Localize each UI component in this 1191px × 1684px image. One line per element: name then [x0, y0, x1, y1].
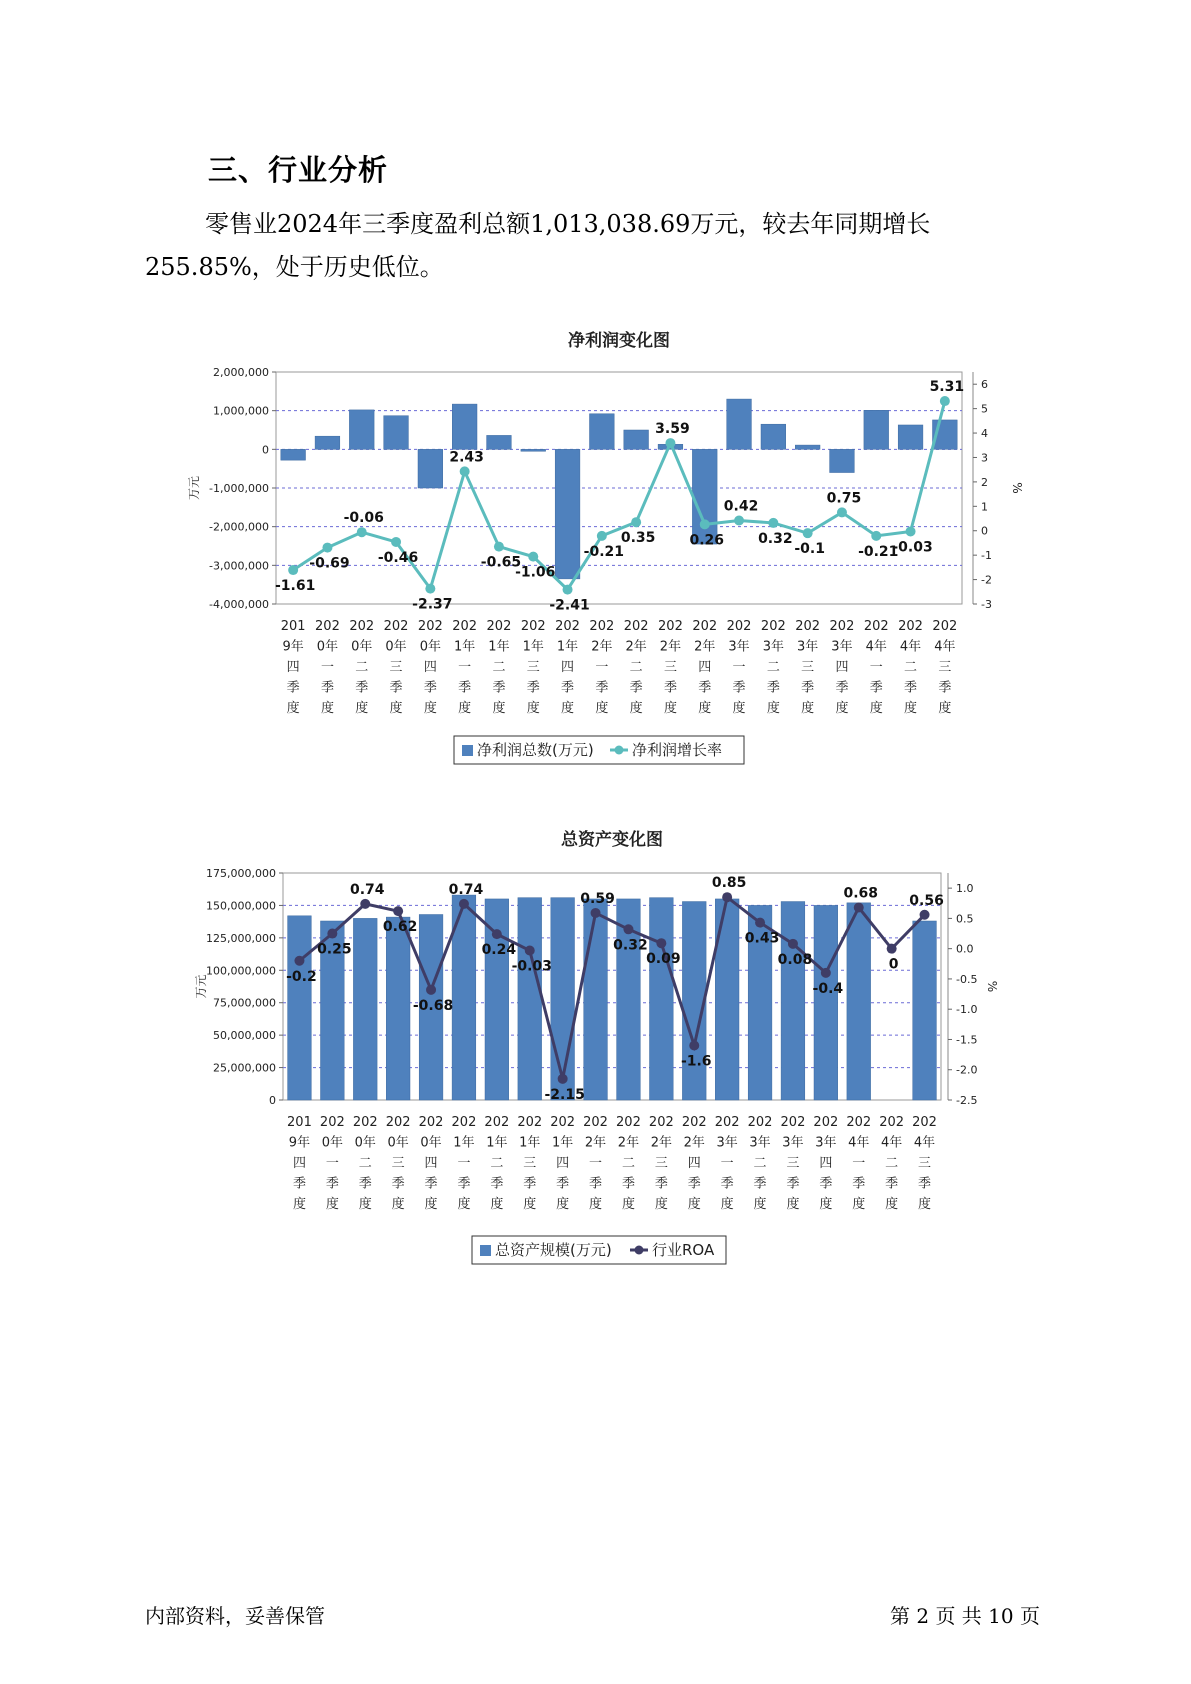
legend-line-marker	[635, 1246, 644, 1255]
data-label: -0.68	[412, 997, 454, 1014]
y-tick-label: 1,000,000	[213, 404, 269, 418]
y-tick-label: 150,000,000	[206, 899, 276, 913]
y2-tick-label: -2	[981, 573, 992, 587]
x-tick-label: 202 2年四季度	[681, 1115, 707, 1212]
x-tick-label: 202 1年二季度	[484, 1115, 510, 1212]
bar	[485, 899, 509, 1100]
x-tick-label: 202 0年二季度	[349, 619, 375, 716]
y-tick-label: 25,000,000	[213, 1061, 276, 1075]
data-label: -1.06	[515, 564, 556, 581]
y2-tick-label: 1.0	[956, 882, 974, 896]
y-axis-title: 万元	[187, 475, 201, 501]
y-tick-label: 0	[262, 443, 269, 457]
y2-tick-label: -1.0	[956, 1003, 978, 1017]
x-tick-label: 202 0年一季度	[319, 1115, 345, 1212]
x-tick-label: 202 2年二季度	[616, 1115, 641, 1212]
line-point	[689, 1041, 699, 1051]
y-tick-label: 2,000,000	[213, 366, 269, 379]
line-point	[591, 908, 601, 918]
legend-line-label: 净利润增长率	[632, 741, 723, 759]
data-label: 0.24	[481, 942, 517, 959]
y-tick-label: 50,000,000	[213, 1029, 276, 1043]
data-label: 0.62	[382, 919, 418, 936]
data-label: -2.15	[544, 1086, 585, 1103]
bar	[518, 898, 542, 1100]
bar	[847, 903, 871, 1100]
x-tick-label: 202 1年二季度	[486, 619, 512, 716]
data-label: -1.61	[274, 578, 316, 595]
data-label: -0.03	[511, 958, 552, 975]
y2-tick-label: 5	[981, 402, 988, 416]
data-label: -0.2	[286, 968, 317, 985]
y2-tick-label: 0	[981, 524, 988, 538]
x-tick-label: 202 3年四季度	[813, 1115, 839, 1212]
x-tick-label: 202 3年一季度	[726, 619, 752, 716]
footer-confidential: 内部资料，妥善保管	[145, 1604, 325, 1628]
x-tick-label: 201 9年四季度	[287, 1115, 312, 1212]
x-tick-label: 202 1年一季度	[452, 619, 478, 716]
x-tick-label: 202 4年三季度	[932, 619, 958, 716]
line-point	[459, 899, 469, 909]
line-point	[755, 918, 765, 928]
line-point	[558, 1074, 568, 1084]
data-label: -0.1	[794, 541, 825, 558]
x-tick-label: 202 4年二季度	[898, 619, 923, 716]
x-tick-label: 202 3年二季度	[747, 1115, 773, 1212]
bar	[288, 916, 312, 1100]
bar	[551, 898, 575, 1100]
data-label: -2.41	[549, 597, 590, 614]
line-point	[327, 929, 337, 939]
data-label: 0.26	[689, 532, 725, 549]
y2-tick-label: -1	[981, 549, 992, 563]
y-tick-label: 125,000,000	[206, 931, 276, 945]
x-tick-label: 202 4年三季度	[912, 1115, 937, 1212]
data-label: 3.59	[655, 421, 690, 438]
y-tick-label: 175,000,000	[206, 867, 276, 880]
data-label: 0.59	[580, 890, 615, 907]
data-label: 0.09	[646, 951, 681, 968]
bar	[682, 902, 706, 1100]
y-axis-title: 万元	[194, 974, 208, 999]
data-label: 0.56	[909, 892, 944, 909]
x-tick-label: 202 0年一季度	[315, 619, 340, 716]
x-tick-label: 202 4年一季度	[846, 1115, 872, 1212]
data-label: -0.46	[377, 549, 419, 566]
y-tick-label: -3,000,000	[209, 559, 269, 573]
y2-tick-label: 0.0	[956, 942, 974, 956]
x-tick-label: 202 3年一季度	[714, 1115, 740, 1212]
legend-bar-label: 总资产规模(万元)	[495, 1241, 612, 1259]
bar	[781, 902, 805, 1100]
footer-page-number: 第 2 页 共 10 页	[890, 1604, 1040, 1628]
data-label: 2.43	[449, 449, 484, 466]
x-tick-label: 202 2年三季度	[658, 619, 683, 716]
bar	[353, 918, 377, 1100]
y-tick-label: 100,000,000	[206, 964, 276, 978]
x-tick-label: 202 2年一季度	[583, 1115, 608, 1212]
x-tick-label: 202 1年四季度	[550, 1115, 576, 1212]
line-point	[854, 903, 864, 913]
x-tick-label: 202 4年一季度	[863, 619, 889, 716]
bar	[584, 899, 608, 1100]
data-label: 0.74	[448, 881, 484, 898]
y2-tick-label: 3	[981, 451, 988, 465]
data-label: -0.21	[858, 543, 899, 560]
bar	[386, 917, 410, 1100]
data-label: 0.85	[711, 875, 747, 892]
data-label: -0.65	[480, 554, 522, 571]
y2-tick-label: 4	[981, 427, 988, 441]
bar	[650, 898, 674, 1100]
y-tick-label: -2,000,000	[209, 520, 269, 534]
y2-tick-label: -2.0	[956, 1063, 978, 1077]
x-tick-label: 202 3年二季度	[760, 619, 786, 716]
data-label: 0.25	[317, 941, 352, 958]
data-label: 0.74	[349, 881, 385, 898]
x-tick-label: 202 3年三季度	[795, 619, 821, 716]
line-point	[788, 939, 798, 949]
x-tick-label: 202 2年一季度	[589, 619, 615, 716]
data-label: 0.35	[620, 530, 656, 547]
data-label: -0.4	[812, 980, 844, 997]
bar	[814, 905, 838, 1100]
x-tick-label: 202 1年四季度	[555, 619, 580, 716]
y-tick-label: 75,000,000	[213, 996, 276, 1010]
data-label: -2.37	[412, 596, 453, 613]
line-point	[623, 924, 633, 934]
line-point	[920, 910, 930, 920]
data-label: 0.08	[777, 951, 813, 968]
x-tick-label: 202 1年一季度	[451, 1115, 477, 1212]
line-point	[887, 944, 897, 954]
line-point	[393, 906, 403, 916]
x-tick-label: 202 1年三季度	[517, 1115, 543, 1212]
y2-tick-label: -3	[981, 598, 992, 611]
x-tick-label: 202 0年四季度	[417, 619, 443, 716]
data-label: -0.21	[583, 543, 625, 560]
y2-tick-label: 1	[981, 500, 988, 514]
y2-axis-title: %	[985, 980, 999, 993]
data-label: 0.32	[758, 530, 793, 547]
data-label: 0.42	[723, 498, 759, 515]
x-tick-label: 202 2年三季度	[648, 1115, 674, 1212]
x-tick-label: 202 4年二季度	[879, 1115, 905, 1212]
y2-tick-label: -0.5	[956, 972, 978, 986]
legend-bar-swatch	[480, 1245, 491, 1256]
x-tick-label: 202 2年二季度	[623, 619, 649, 716]
chart-title: 总资产变化图	[561, 830, 663, 850]
data-label: -0.03	[892, 539, 933, 556]
line-point	[722, 892, 732, 902]
y-tick-label: -4,000,000	[209, 598, 269, 611]
analysis-paragraph: 零售业2024年三季度盈利总额1,013,038.69万元，较去年同期增长255.85%，处于历史低位。	[145, 210, 931, 281]
data-label: 0.68	[843, 885, 879, 902]
legend-line-label: 行业ROA	[652, 1241, 715, 1259]
y2-tick-label: 2	[981, 475, 988, 489]
x-tick-label: 202 0年四季度	[418, 1115, 444, 1212]
line-point	[656, 938, 666, 948]
bar	[913, 921, 937, 1100]
line-point	[360, 899, 370, 909]
section-heading: 三、行业分析	[208, 153, 389, 187]
data-label: -0.06	[343, 510, 384, 527]
y-tick-label: -1,000,000	[209, 482, 269, 495]
data-label: -1.6	[680, 1053, 712, 1070]
line-point	[426, 985, 436, 995]
line-point	[525, 945, 535, 955]
y2-tick-label: 0.5	[956, 912, 974, 926]
x-tick-label: 202 2年四季度	[692, 619, 718, 716]
y2-axis-title: %	[1010, 482, 1024, 494]
x-tick-label: 202 0年三季度	[383, 619, 409, 716]
x-tick-label: 201 9年四季度	[280, 619, 306, 716]
y2-tick-label: -1.5	[956, 1033, 978, 1047]
line-point	[492, 929, 502, 939]
data-label: 0.32	[613, 937, 648, 954]
x-tick-label: 202 0年二季度	[352, 1115, 378, 1212]
x-tick-label: 202 3年三季度	[780, 1115, 806, 1212]
data-label: 0.75	[826, 490, 862, 507]
y2-tick-label: -2.5	[956, 1094, 978, 1107]
x-tick-label: 202 3年四季度	[829, 619, 855, 716]
data-label: 5.31	[929, 379, 965, 396]
y2-tick-label: 6	[981, 378, 988, 392]
legend-bar-label: 净利润总数(万元)	[477, 741, 594, 759]
x-tick-label: 202 1年三季度	[520, 619, 546, 716]
chart-title: 净利润变化图	[568, 331, 670, 351]
data-label: 0	[888, 956, 899, 973]
x-tick-label: 202 0年三季度	[385, 1115, 411, 1212]
line-point	[294, 956, 304, 966]
data-label: -0.69	[309, 555, 350, 572]
data-label: 0.43	[744, 930, 780, 947]
y-tick-label: 0	[269, 1094, 276, 1107]
line-point	[821, 968, 831, 978]
